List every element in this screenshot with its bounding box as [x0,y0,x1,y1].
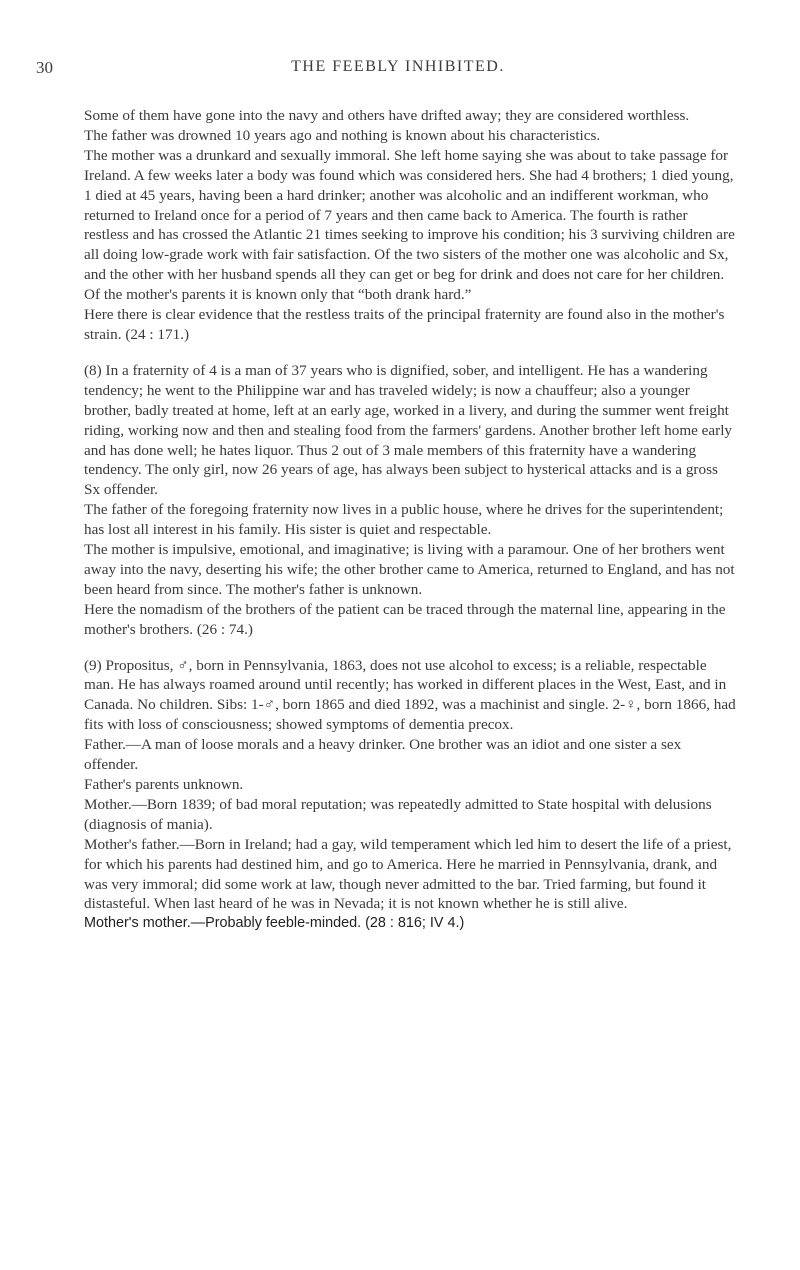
paragraph: Father's parents unknown. [84,776,244,793]
running-head: THE FEEBLY INHIBITED. [291,58,505,75]
paragraph: The father was drowned 10 years ago and nothing is known about his characteristics. [84,126,601,144]
paragraph: Some of them have gone into the navy and others have drifted away; they are considered worthless. [84,107,690,124]
case-9-paragraph: (9) Propositus, ♂, born in Pennsylvania, 1863, does not use alcohol to excess; is a reliable, respectable man. He has always roamed around until recently; has worked in different places in the West, East, and in Canada. No children. Sibs: 1-♂, born 1865 and died 1892, was a machinist and single. 2-♀, born 1866, had fits with loss of consciousness; showed symptoms of dementia precox. [84,656,736,734]
paragraph: Here the nomadism of the brothers of the patient can be traced through the maternal line, appearing in the mother's brothers. (26 : 74.) [84,600,726,638]
paragraph: Mother's mother.—Probably feeble-minded. (28 : 816; IV 4.) [84,915,465,932]
paragraph: Mother's father.—Born in Ireland; had a gay, wild temperament which led him to desert the life of a priest, for which his parents had destined him, and go to America. Here he married in Pennsylvania, drank, and was very immoral; did some work at law, though never admitted to the bar. Tried farming, but found it distasteful. When last heard of he was in Nevada; it is not known whether he is still alive. [84,835,732,913]
paragraph: The father of the foregoing fraternity now lives in a public house, where he drives for the superintendent; has lost all interest in his family. His sister is quiet and respectable. [84,501,724,539]
paragraph: Mother.—Born 1839; of bad moral reputation; was repeatedly admitted to State hospital with delusions (diagnosis of mania). [84,795,712,833]
paragraph: Here there is clear evidence that the restless traits of the principal fraternity are found also in the mother's strain. (24 : 171.) [84,306,725,343]
paragraph: Father.—A man of loose morals and a heavy drinker. One brother was an idiot and one sister a sex offender. [84,736,682,774]
page-header [36,58,760,82]
paragraph: The mother was a drunkard and sexually immoral. She left home saying she was about to take passage for Ireland. A few weeks later a body was found which was considered hers. She had 4 brothers; 1 died young, 1 died at 45 years, having been a hard drinker; another was alcoholic and an indifferent workman, who returned to Ireland once for a period of 7 years and then came back to America. The fourth is rather restless and has crossed the Atlantic 21 times seeking to improve his condition; his 3 surviving children are all doing low-grade work with fair satisfaction. Of the two sisters of the mother one was alcoholic and Sx, and the other with her husband spends all they can get or beg for drink and does not care for her children. [84,146,735,284]
paragraph: The mother is impulsive, emotional, and imaginative; is living with a paramour. One of her brothers went away into the navy, deserting his wife; the other brother came to America, returned to England, and has not been heard from since. The mother's father is unknown. [84,541,735,598]
paragraph: Of the mother's parents it is known only that “both drank hard.” [84,286,472,304]
page-number: 30 [36,58,53,77]
body-text [84,106,736,934]
case-8-paragraph: (8) In a fraternity of 4 is a man of 37 years who is dignified, sober, and intelligent. He has a wandering tendency; he went to the Philippine war and has traveled widely; is now a chauffeur; also a younger brother, badly treated at home, left at an early age, worked in a livery, and during the summer went freight riding, working now and then and stealing food from the farmers' gardens. Another brother left home early and has done well; he hates liquor. Thus 2 out of 3 male members of this fraternity have a wandering tendency. The only girl, now 26 years of age, has always been subject to hysterical attacks and is a gross Sx offender. [84,361,733,499]
